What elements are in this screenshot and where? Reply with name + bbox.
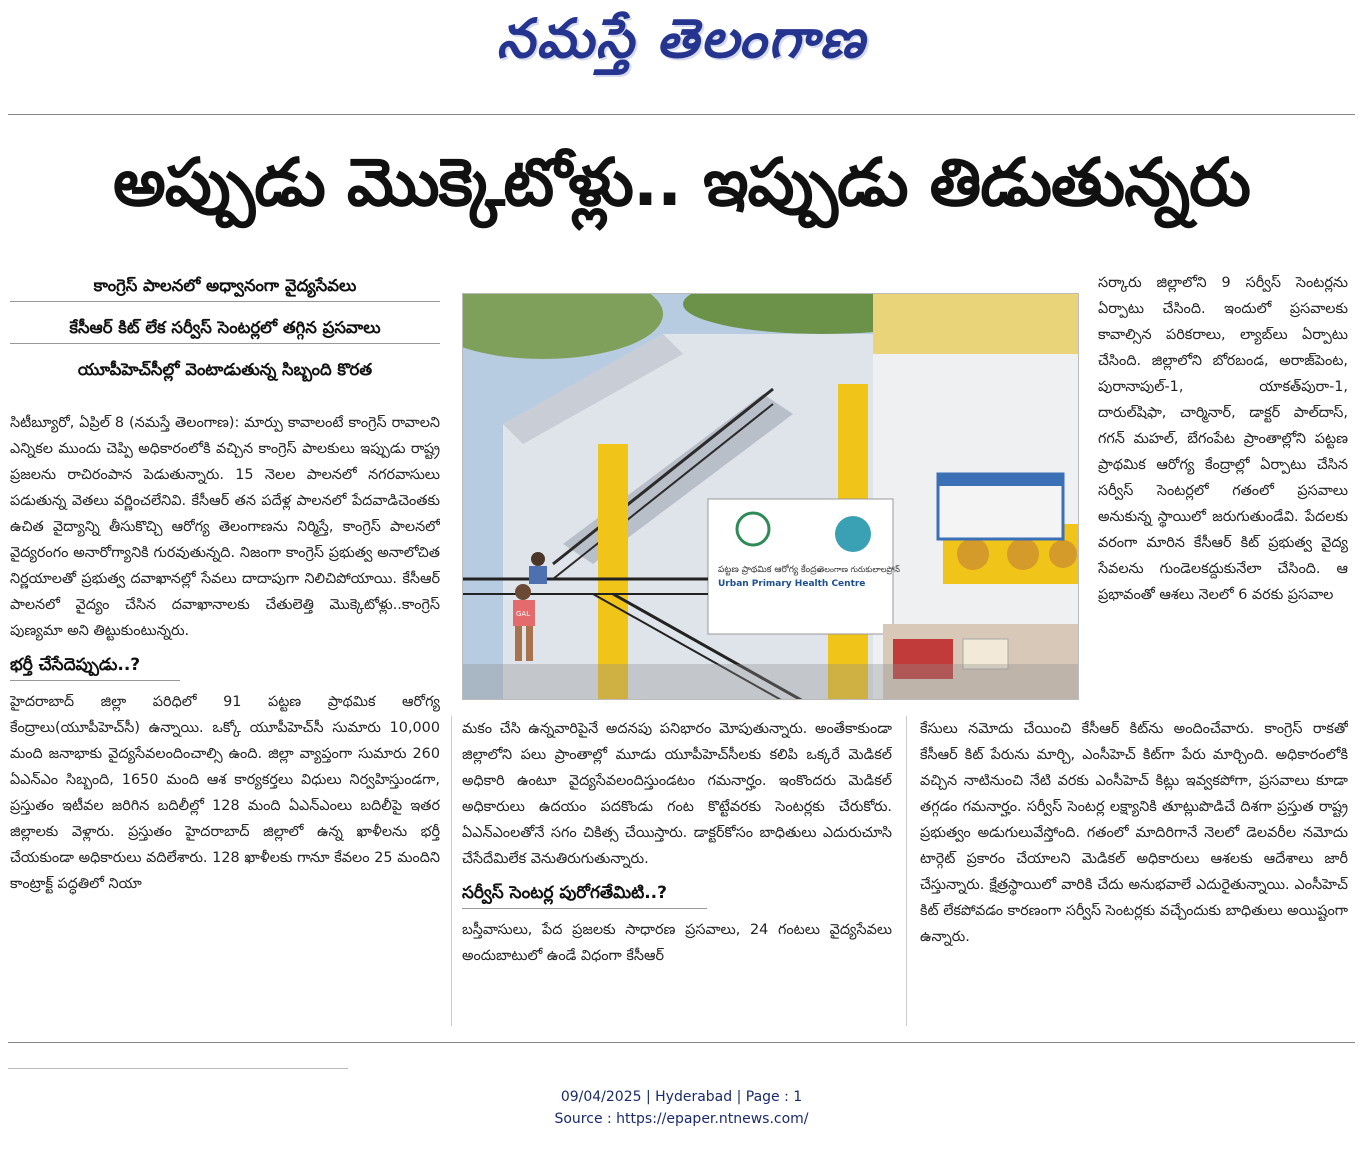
col2-paragraph-2: బస్తీవాసులు, పేద ప్రజలకు సాధారణ ప్రసవాలు, 24 గంటలు వైద్యసేవలు అందుబాటులో ఉండే విధంగా కేసీఆర్	[462, 922, 892, 964]
masthead	[0, 0, 1363, 112]
subhead-1: కాంగ్రెస్ పాలనలో అధ్వానంగా వైద్యసేవలు	[10, 270, 440, 302]
masthead-rule	[8, 114, 1355, 115]
col2-subhead: సర్వీస్ సెంటర్ల పురోగతేమిటి..?	[462, 878, 707, 909]
article-photo	[462, 293, 1079, 700]
column-1	[10, 410, 440, 1030]
col2-paragraph-1: మకం చేసి ఉన్నవారిపైనే అదనపు పనిభారం మోపుతున్నారు. అంతేకాకుండా జిల్లాలోని పలు ప్రాంతాల్లో మూడు యూపీహెచ్‌సీలకు కలిపి ఒక్కరే మెడికల్ అధికారి ఉంటూ వైద్యసేవలందిస్తుండటం గమనార్హం. ఇంకొందరు మెడికల్ అధికారులు ఉదయం పదకొండు గంట కొట్టేవరకు సెంటర్లకు చేరుకోరు. ఏఎన్ఎంలతోనే సగం చికిత్స చేయిస్తారు. డాక్టర్‌కోసం బాధితులు ఎదురుచూసి చేసేదేమిలేక వెనుతిరుగుతున్నారు.	[462, 721, 892, 867]
footer	[0, 1086, 1363, 1130]
col1-paragraph-1: సిటీబ్యూరో, ఏప్రిల్ 8 (నమస్తే తెలంగాణ): మార్పు కావాలంటే కాంగ్రెస్ రావాలని ఎన్నికల ముందు చెప్పి అధికారంలోకి వచ్చిన కాంగ్రెస్ పాలకులు ఇప్పుడు రాష్ట్ర ప్రజలను రాచిరంపాన పెడుతున్నారు. 15 నెలల పాలనలో నగరవాసులు పడుతున్న వెతలు వర్ణించలేనివి. కేసీఆర్ తన పదేళ్ల పాలనలో పేదవాడిచెంతకు ఉచిత వైద్యాన్ని తీసుకొచ్చి ఆరోగ్య తెలంగాణను నిర్మిస్తే, కాంగ్రెస్ పాలనలో వైద్యరంగం అనారోగ్యానికి గురవుతున్నది. నిజంగా కాంగ్రెస్ ప్రభుత్వ అనాలోచిత నిర్ణయాలతో ప్రభుత్వ దవాఖానల్లో సేవలు దాదాపుగా నిలిచిపోయాయి. కేసీఆర్ పాలనలో వైద్యం చేసిన దవాఖానాలకు చేతులెత్తి మొక్కెటోళ్లు..కాంగ్రెస్ పుణ్యమా అని తిట్టుకుంటున్నరు.	[10, 415, 440, 639]
footer-date-line: 09/04/2025 | Hyderabad | Page : 1	[560, 1089, 803, 1105]
newspaper-logo: నమస్తే తెలంగాణ	[496, 6, 867, 70]
column-2	[462, 716, 892, 1036]
col1-paragraph-2: హైదరాబాద్ జిల్లా పరిధిలో 91 పట్టణ ప్రాథమిక ఆరోగ్య కేంద్రాలు(యూపీహెచ్‌సీ) ఉన్నాయి. ఒక్కో యూపీహెచ్‌సీ సుమారు 10,000 మంది జనాభాకు వైద్యసేవలందించాల్సి ఉంది. జిల్లా వ్యాప్తంగా సుమారు 260 ఏఎన్ఎం సిబ్బంది, 1650 మంది ఆశ కార్యకర్తలు విధులు నిర్వహిస్తుండగా, ప్రస్తుతం ఇటీవల జరిగిన బదిలీల్లో 128 మంది ఏఎన్ఎంలు బదిలీపై ఇతర జిల్లాలకు వెళ్లారు. ప్రస్తుతం హైదరాబాద్ జిల్లాలో ఉన్న ఖాళీలను భర్తీ చేయకుండా అధికారులు వదిలేశారు. 128 ఖాళీలకు గానూ కేవలం 25 మందిని కాంట్రాక్ట్ పద్ధతిలో నియా	[10, 694, 440, 892]
bottom-short-rule	[8, 1068, 348, 1069]
subhead-3: యూపీహెచ్‌సీల్లో వెంటాడుతున్న సిబ్బంది కొరత	[77, 360, 373, 379]
headline: అప్పుడు మొక్కెటోళ్లు.. ఇప్పుడు తిడుతున్నరు	[113, 144, 1250, 221]
article-bottom-rule	[8, 1042, 1355, 1043]
sign-left-english: Urban Primary Health Centre	[718, 579, 866, 589]
subhead-2: కేసీఆర్ కిట్ లేక సర్వీస్ సెంటర్లలో తగ్గిన ప్రసవాలు	[10, 312, 440, 344]
column-3-top	[1098, 270, 1348, 710]
column-divider-2	[906, 716, 907, 1026]
column-3-bottom	[920, 716, 1348, 1026]
tshirt-text: GAL	[516, 610, 531, 618]
sign-left-telugu: పట్టణ ప్రాథమిక ఆరోగ్య కేంద్రం	[718, 565, 822, 575]
health-centre-building-image	[463, 294, 1079, 700]
footer-source-line: Source : https://epaper.ntnews.com/	[554, 1111, 809, 1127]
column-divider-1	[451, 716, 452, 1026]
col1-subhead: భర్తీ చేసేదెప్పుడు..?	[10, 650, 180, 681]
col3-paragraph-1: సర్కారు జిల్లాలోని 9 సర్వీస్ సెంటర్లను ఏర్పాటు చేసింది. ఇందులో ప్రసవాలకు కావాల్సిన పరికరాలు, ల్యాబ్‌లు ఏర్పాటు చేసింది. జిల్లాలోని బోరబండ, అరాజ్‌పెంట, పురానాపుల్-1, యాకత్‌పురా-1, దారుల్‌షిఫా, చార్మినార్, డాక్టర్ పాల్‌దాస్, గగన్ మహల్, బేగంపేట ప్రాంతాల్లోని పట్టణ ప్రాథమిక ఆరోగ్య కేంద్రాల్లో ఏర్పాటు చేసిన సర్వీస్ సెంటర్లలో గతంలో ప్రసవాలు అనుకున్న స్థాయిలో జరుగుతుండేవి. పేదలకు వరంగా మారిన కేసీఆర్ కిట్ ప్రభుత్వ వైద్య సేవలను గుండెలకద్దుకునేలా చేసింది. ఆ ప్రభావంతో ఆశలు నెలలో 6 వరకు ప్రసవాల	[1098, 275, 1348, 603]
col3-paragraph-2: కేసులు నమోదు చేయించి కేసీఆర్ కిట్‌ను అందించేవారు. కాంగ్రెస్ రాకతో కేసీఆర్ కిట్ పేరును మార్చి, ఎంసీహెచ్ కిట్‌గా పేరు మార్చింది. అధికారంలోకి వచ్చిన నాటినుంచి నేటి వరకు ఎంసీహెచ్ కిట్లు ఇవ్వకపోగా, ప్రసవాలు కూడా తగ్గడం గమనార్హం. సర్వీస్ సెంటర్ల లక్ష్యానికి తూట్లుపొడిచే దిశగా ప్రస్తుత రాష్ట్ర ప్రభుత్వం అడుగులువేస్తోంది. గతంలో మాదిరిగానే నెలలో డెలవరీల నమోదు టార్గెట్ ప్రకారం చేయాలని మెడికల్ అధికారులు ఆశలకు ఆదేశాలు జారీ చేస్తున్నారు. క్షేత్రస్థాయిలో వారికి చేదు అనుభవాలే ఎదురైతున్నాయి. ఎంసీహెచ్ కిట్ లేకపోవడం కారణంగా సర్వీస్ సెంటర్లకు వచ్చేందుకు బాధితులు అయిష్టంగా ఉన్నారు.	[920, 721, 1348, 945]
sign-right-telugu: తెలంగాణ గురుకులాలప్రోన్	[818, 565, 900, 574]
